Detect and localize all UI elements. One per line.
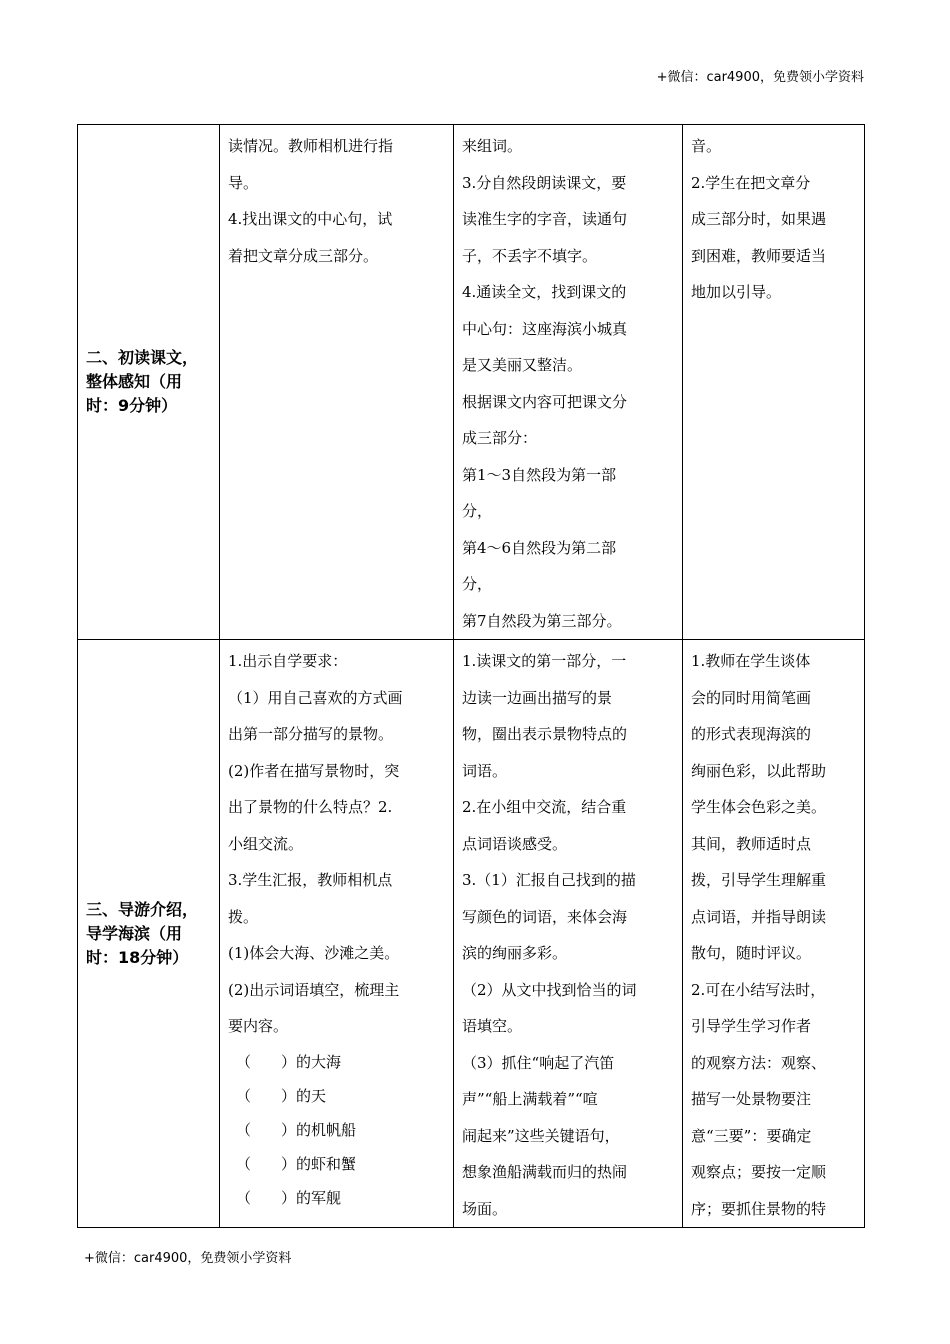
- table-row: [78, 640, 865, 1228]
- stage-title: 二、初读课文， 整体感知（用 时：9分钟）: [86, 348, 199, 415]
- fill-blank-item: （ ）的机帆船: [236, 1120, 357, 1139]
- fill-blank-item: （ ）的天: [236, 1086, 327, 1105]
- stage-cell: [78, 640, 220, 1228]
- fill-blank-item: （ ）的大海: [236, 1052, 342, 1071]
- student-activity-cell: 来组词。 3.分自然段朗读课文，要 读准生字的字音，读通句 子，不丢字不填字。 4.通读全文，找到课文的 中心句：这座海滨小城真 是又美丽又整洁。 根据课文内容可把课文分 成三部分： 第1～3自然段为第一部 分， 第4～6自然段为第二部 分， 第7自然段为第三部分。: [454, 125, 683, 640]
- stage-cell: [78, 125, 220, 640]
- header-note: +微信：car4900，免费领小学资料: [656, 70, 864, 85]
- footer-note: +微信：car4900，免费领小学资料: [84, 1251, 292, 1266]
- fill-blank-item: （ ）的虾和蟹: [236, 1154, 357, 1173]
- fill-blank-item: （ ）的军舰: [236, 1188, 342, 1207]
- design-notes-cell: 1.教师在学生谈体 会的同时用简笔画 的形式表现海滨的 绚丽色彩，以此帮助 学生体会色彩之美。 其间，教师适时点 拨，引导学生理解重 点词语，并指导朗读 散句，随时评议。 2.可在小结写法时， 引导学生学习作者 的观察方法：观察、 描写一处景物要注 意“三要”：要确定 观察点；要按一定顺 序；要抓住景物的特: [683, 640, 865, 1228]
- teacher-activity-cell: 读情况。教师相机进行指 导。 4.找出课文的中心句，试 着把文章分成三部分。: [220, 125, 454, 640]
- teacher-activity-cell: 1.出示自学要求： （1）用自己喜欢的方式画 出第一部分描写的景物。 (2)作者在描写景物时，突 出了景物的什么特点？2. 小组交流。 3.学生汇报，教师相机点 拨。 (1)体会大海、沙滩之美。 (2)出示词语填空，梳理主 要内容。 （ ）的大海 （ ）的天 （ ）的机帆船 （ ）的虾和蟹 （ ）的军舰: [220, 640, 454, 1228]
- design-notes-cell: 音。 2.学生在把文章分 成三部分时，如果遇 到困难，教师要适当 地加以引导。: [683, 125, 865, 640]
- student-activity-cell: 1.读课文的第一部分，一 边读一边画出描写的景 物，圈出表示景物特点的 词语。 2.在小组中交流，结合重 点词语谈感受。 3.（1）汇报自己找到的描 写颜色的词语，来体会海 滨的绚丽多彩。 （2）从文中找到恰当的词 语填空。 （3）抓住“响起了汽笛 声”“船上满载着”“喧 闹起来”这些关键语句， 想象渔船满载而归的热闹 场面。: [454, 640, 683, 1228]
- stage-title: 三、导游介绍， 导学海滨（用 时：18分钟）: [86, 899, 199, 967]
- table-row: [78, 125, 865, 640]
- lesson-plan-table: [77, 124, 865, 1228]
